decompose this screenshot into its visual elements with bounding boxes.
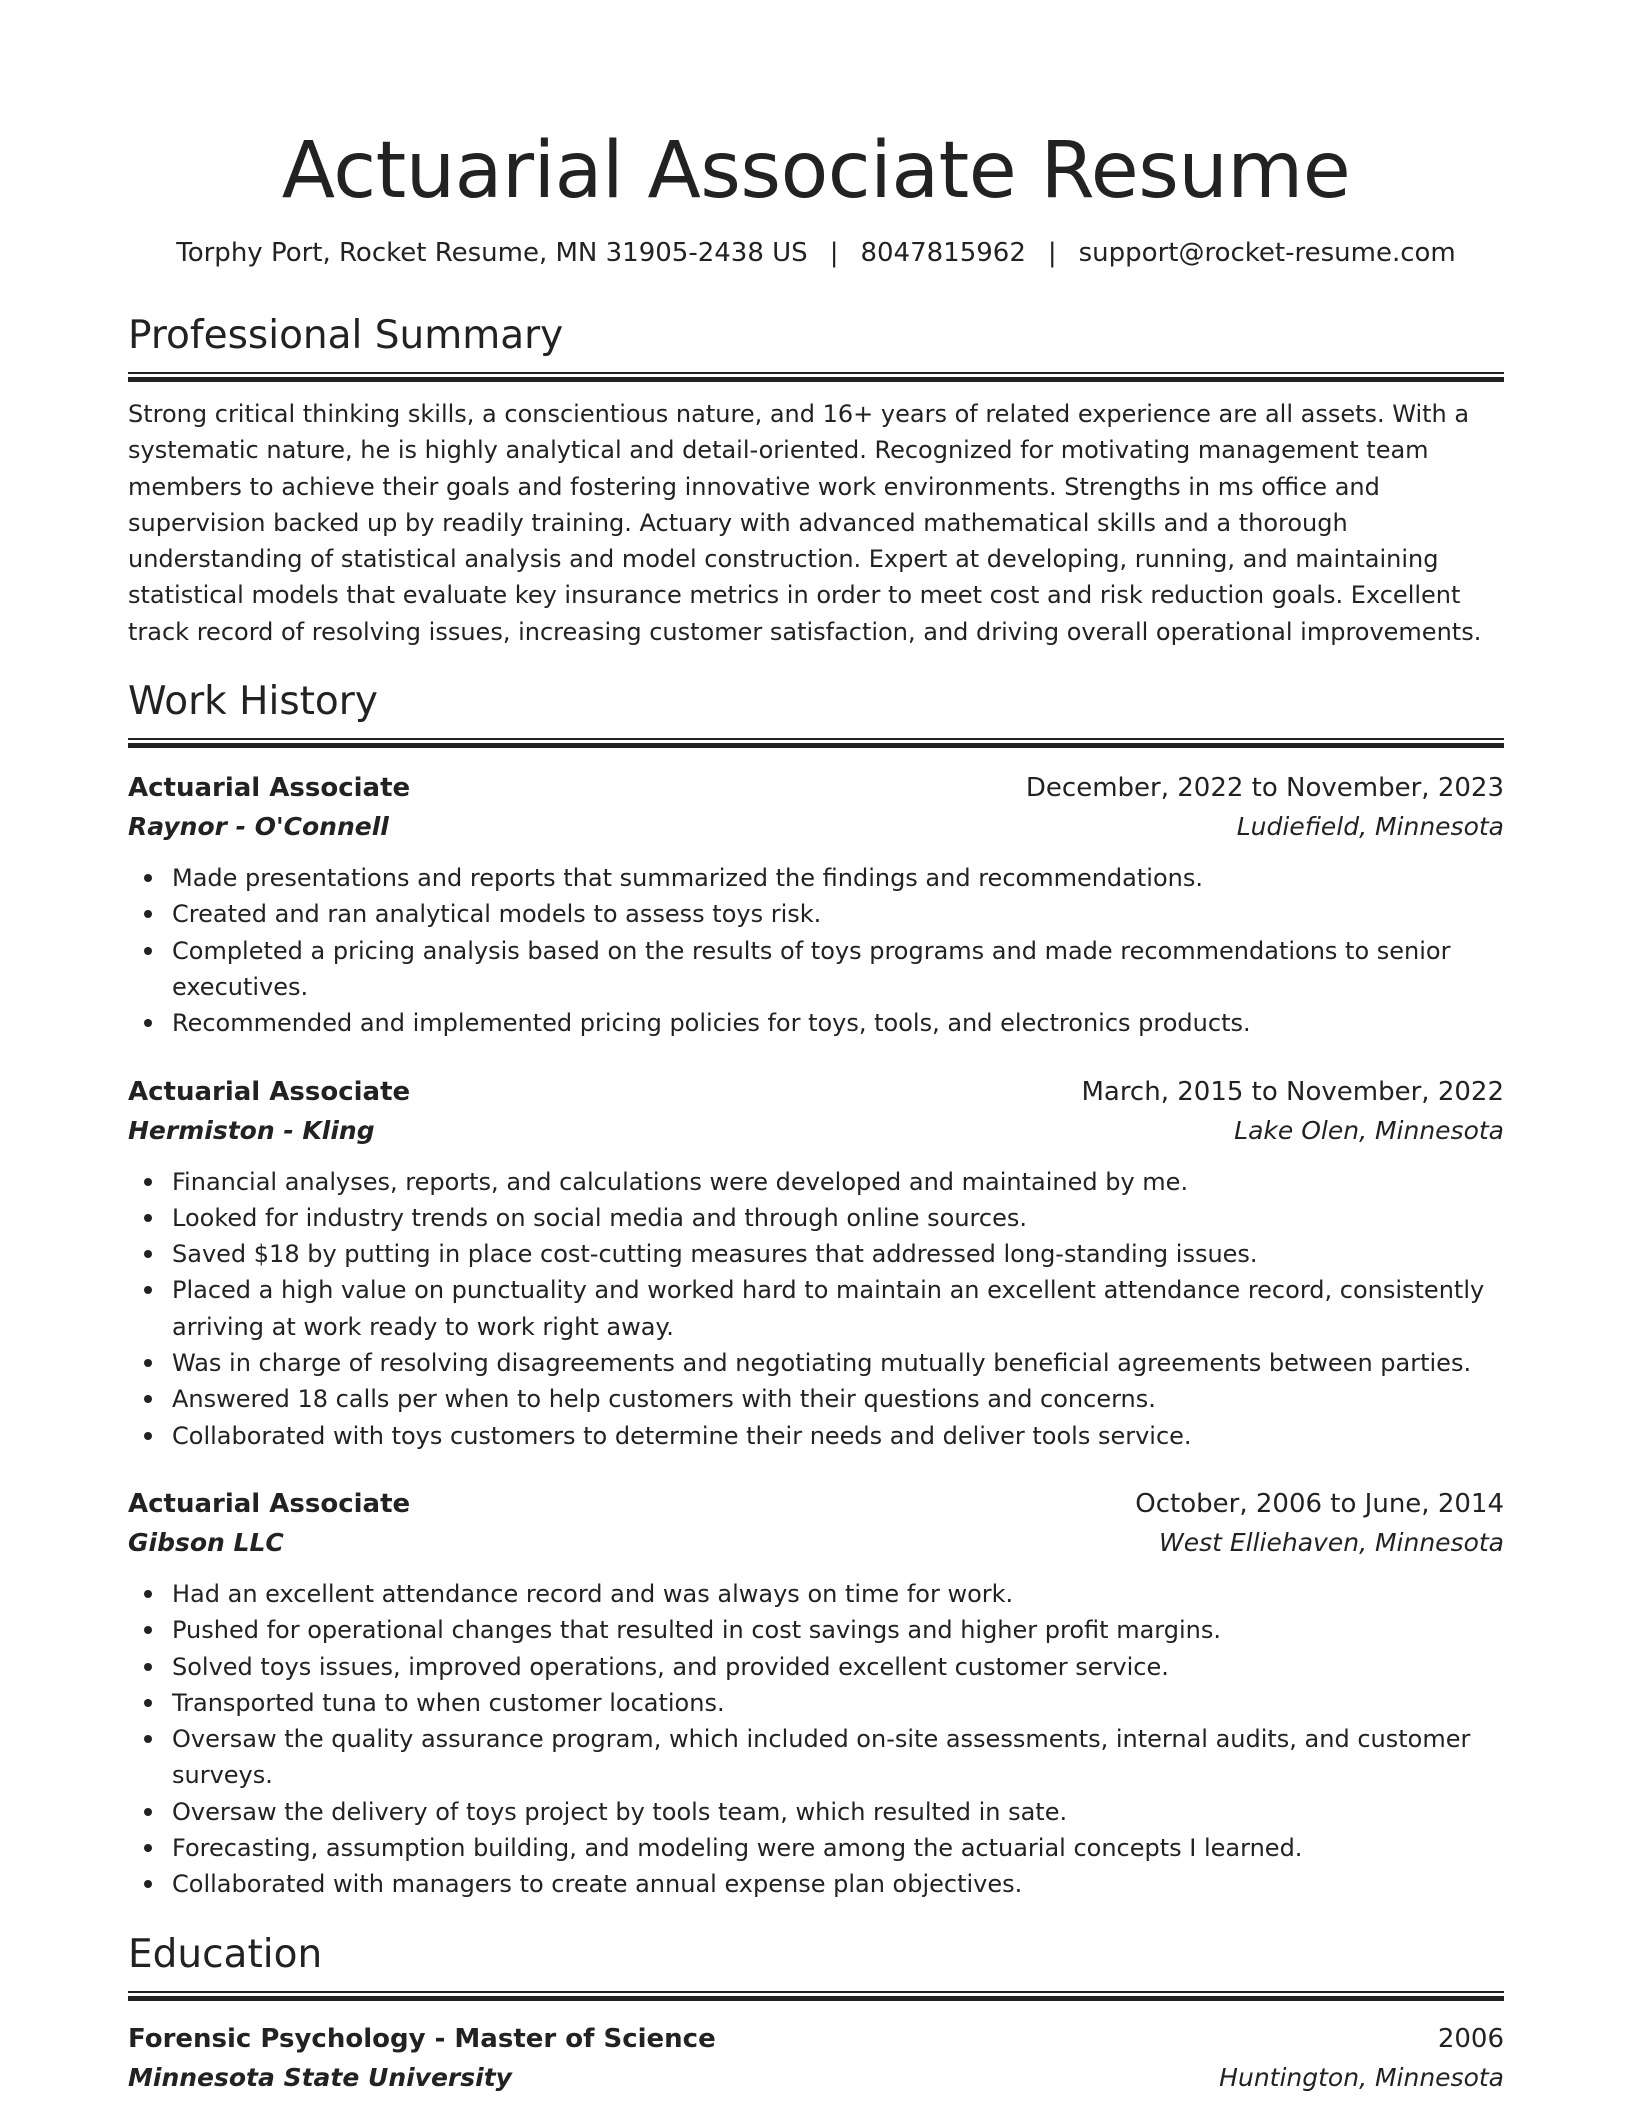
job-location: Ludiefield, Minnesota — [1236, 812, 1504, 842]
job-company: Raynor - O'Connell — [128, 812, 389, 842]
job-dates: October, 2006 to June, 2014 — [1135, 1488, 1504, 1519]
job-title: Actuarial Associate — [128, 1076, 411, 1107]
bullet-item: Solved toys issues, improved operations, and provided excellent customer service. — [172, 1649, 1504, 1685]
summary-text: Strong critical thinking skills, a conscientious nature, and 16+ years of related experience are all assets. With a systematic nature, he is highly analytical and detail-oriented. Recognized for motivating management team members to achieve their goals and fostering innovative work environments. Strengths in ms office and supervision backed up by readily training. Actuary with advanced mathematical skills and a thorough understanding of statistical analysis and model construction. Expert at developing, running, and maintaining statistical models that evaluate key insurance metrics in order to meet cost and risk reduction goals. Excellent track record of resolving issues, increasing customer satisfaction, and driving overall operational improvements. — [128, 400, 1482, 646]
contact-line — [128, 236, 1504, 270]
bullet-item: Created and ran analytical models to assess toys risk. — [172, 896, 1504, 932]
education-location: Huntington, Minnesota — [1219, 2062, 1504, 2092]
job-title: Actuarial Associate — [128, 773, 411, 804]
contact-address: Torphy Port, Rocket Resume, MN 31905-2438 US — [176, 238, 808, 268]
bullet-item: Saved $18 by putting in place cost-cutting measures that addressed long-standing issues. — [172, 1236, 1504, 1272]
job-entry — [128, 1484, 1504, 1903]
job-entry — [128, 768, 1504, 1041]
job-bullets — [128, 1164, 1504, 1454]
bullet-item: Pushed for operational changes that resulted in cost savings and higher profit margins. — [172, 1612, 1504, 1648]
job-bullets — [128, 1576, 1504, 1903]
education-school: Minnesota State University — [128, 2062, 512, 2092]
bullet-item: Collaborated with toys customers to determine their needs and deliver tools service. — [172, 1418, 1504, 1454]
bullet-item: Completed a pricing analysis based on the results of toys programs and made recommendations to senior executives. — [172, 933, 1504, 1006]
bullet-item: Answered 18 calls per when to help customers with their questions and concerns. — [172, 1381, 1504, 1417]
bullet-item: Placed a high value on punctuality and worked hard to maintain an excellent attendance record, consistently arriving at work ready to work right away. — [172, 1272, 1504, 1345]
bullet-item: Collaborated with managers to create annual expense plan objectives. — [172, 1866, 1504, 1902]
section-title-education: Education — [128, 1931, 323, 1977]
bullet-item: Oversaw the quality assurance program, which included on-site assessments, internal audits, and customer surveys. — [172, 1721, 1504, 1794]
bullet-item: Financial analyses, reports, and calculations were developed and maintained by me. — [172, 1164, 1504, 1200]
job-location: West Elliehaven, Minnesota — [1159, 1527, 1504, 1557]
resume-name: Actuarial Associate Resume — [281, 126, 1351, 216]
education-entry — [128, 2019, 1504, 2097]
contact-email: support@rocket-resume.com — [1078, 238, 1456, 268]
bullet-item: Forecasting, assumption building, and modeling were among the actuarial concepts I learned. — [172, 1830, 1504, 1866]
contact-separator: | — [1047, 238, 1057, 268]
contact-separator: | — [829, 238, 839, 268]
section-divider — [128, 372, 1504, 382]
job-entry — [128, 1072, 1504, 1454]
job-company: Hermiston - Kling — [128, 1115, 375, 1145]
bullet-item: Recommended and implemented pricing policies for toys, tools, and electronics products. — [172, 1005, 1504, 1041]
education-section — [128, 1931, 1504, 2097]
bullet-item: Looked for industry trends on social media and through online sources. — [172, 1200, 1504, 1236]
bullet-item: Transported tuna to when customer locations. — [172, 1685, 1504, 1721]
contact-phone: 8047815962 — [860, 238, 1026, 268]
section-title-summary: Professional Summary — [128, 313, 564, 358]
job-bullets — [128, 860, 1504, 1041]
education-year: 2006 — [1437, 2023, 1504, 2054]
bullet-item: Was in charge of resolving disagreements and negotiating mutually beneficial agreements between parties. — [172, 1345, 1504, 1381]
job-company: Gibson LLC — [128, 1527, 284, 1557]
section-divider — [128, 738, 1504, 748]
section-divider — [128, 1991, 1504, 2001]
education-degree: Forensic Psychology - Master of Science — [128, 2023, 716, 2054]
job-title: Actuarial Associate — [128, 1488, 411, 1519]
job-location: Lake Olen, Minnesota — [1234, 1115, 1504, 1145]
professional-summary-section — [128, 312, 1504, 650]
bullet-item: Oversaw the delivery of toys project by tools team, which resulted in sate. — [172, 1794, 1504, 1830]
work-history-section — [128, 678, 1504, 1903]
bullet-item: Had an excellent attendance record and was always on time for work. — [172, 1576, 1504, 1612]
job-dates: December, 2022 to November, 2023 — [1025, 773, 1504, 804]
section-title-work: Work History — [128, 679, 378, 725]
job-dates: March, 2015 to November, 2022 — [1081, 1076, 1504, 1107]
bullet-item: Made presentations and reports that summarized the findings and recommendations. — [172, 860, 1504, 896]
